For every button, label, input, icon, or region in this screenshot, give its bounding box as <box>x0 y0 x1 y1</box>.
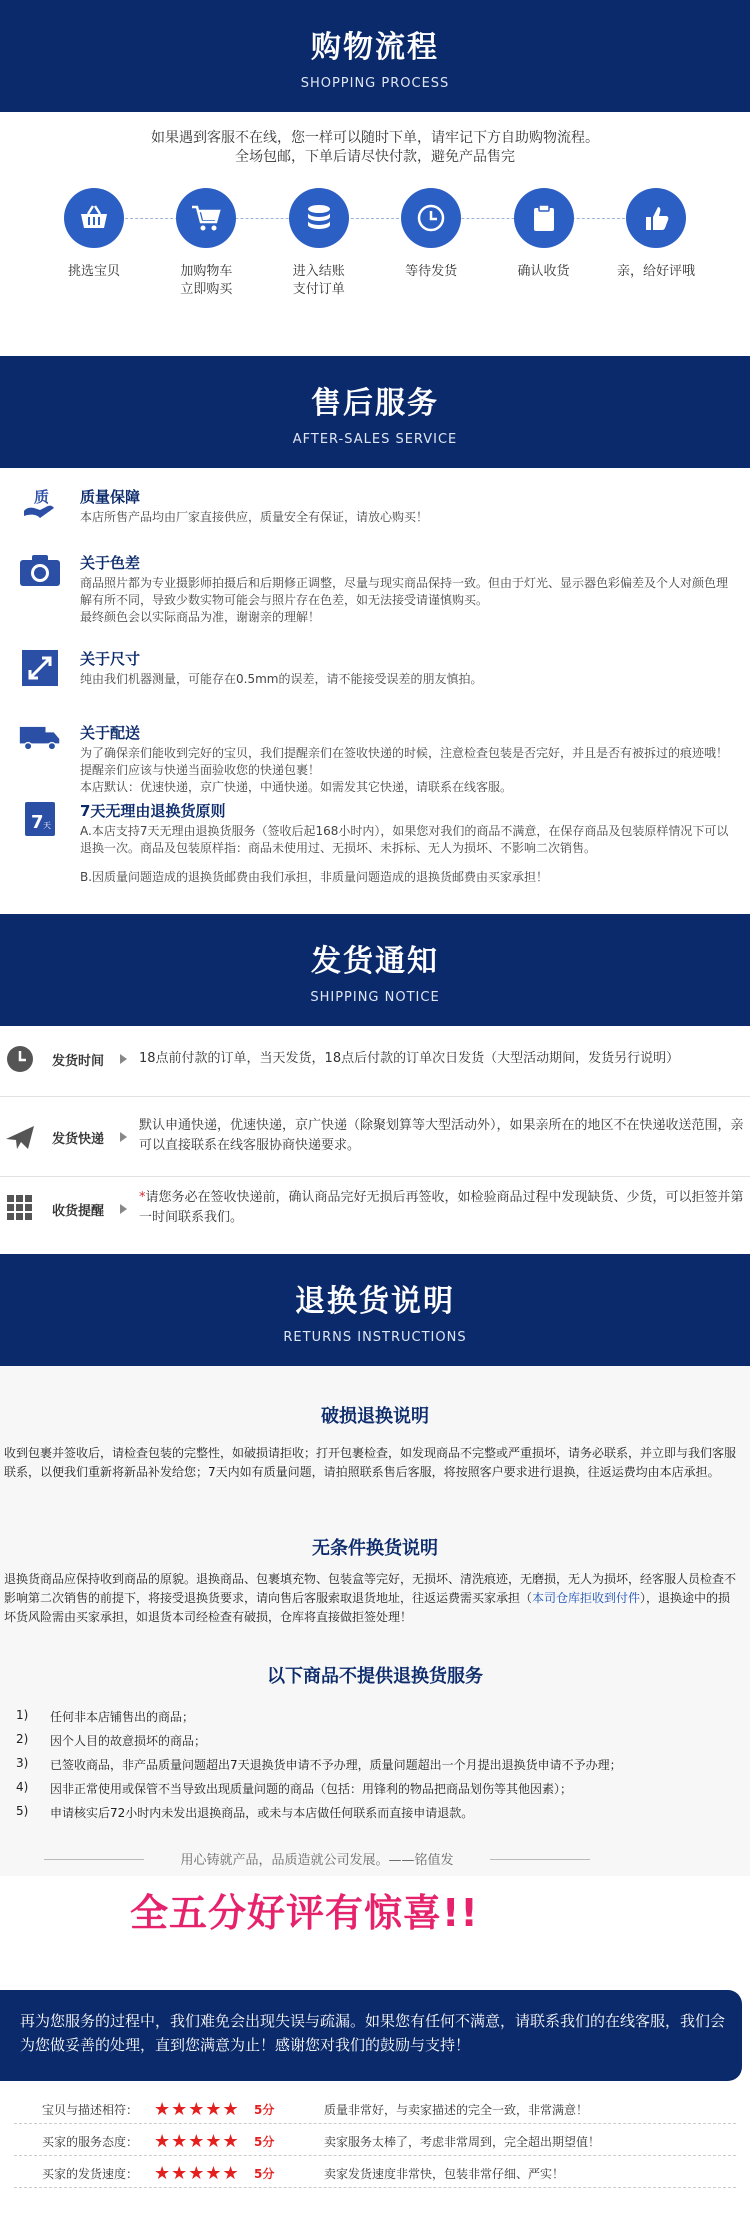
shipping-banner <box>0 914 750 1026</box>
rating-text: 卖家发货速度非常快，包装非常仔细、严实！ <box>324 2167 565 2181</box>
slogan-small: 用心铸就产品，品质造就公司发展。——铭值发 <box>44 1849 590 1869</box>
ship-text-body: 请您务必在签收快递前，确认商品完好无损后再签收，如检验商品过程中发现缺货、少货，可以拒签并第一时间联系我们。 <box>139 1190 744 1225</box>
list-item <box>16 1732 742 1749</box>
after-sales-subtitle: AFTER-SALES SERVICE <box>292 432 458 447</box>
step-pick <box>44 188 144 356</box>
rating-score: 5分 <box>254 2135 275 2149</box>
returns-paragraph-unconditional <box>4 1570 742 1627</box>
list-item <box>16 1804 742 1821</box>
step-confirm <box>494 188 594 356</box>
returns-heading-excluded: 以下商品不提供退换货服务 <box>267 1666 483 1687</box>
after-sales-title: 售后服务 <box>311 386 439 421</box>
ship-label: 收货提醒 <box>52 1204 105 1219</box>
returns-heading-unconditional: 无条件换货说明 <box>312 1538 438 1559</box>
cart-icon <box>176 188 236 248</box>
rating-score: 5分 <box>254 2167 275 2181</box>
as-item-delivery <box>18 722 734 796</box>
rating-label: 买家的发货速度： <box>41 2167 138 2181</box>
shipping-title: 发货通知 <box>311 944 439 979</box>
as-title: 关于尺寸 <box>80 650 141 668</box>
as-item-color <box>18 552 734 626</box>
warehouse-note: 本司仓库拒收到付件 <box>532 1591 641 1605</box>
rating-label: 宝贝与描述相符： <box>41 2103 138 2117</box>
as-text: A.本店支持7天无理由退换货服务（签收后起168小时内），如果您对我们的商品不满意，在保存商品及包装原样情况下可以退换一次。商品及包装原样指：商品未使用过、无损坏、未拆标、无人为损坏、不影响二次销售。 <box>80 824 729 855</box>
rating-row <box>14 2128 736 2156</box>
as-title: 关于色差 <box>80 554 141 572</box>
as-item-quality <box>18 486 734 526</box>
arrow-right-icon <box>120 1054 127 1064</box>
rating-text: 卖家服务太棒了，考虑非常周到，完全超出期望值！ <box>324 2135 601 2149</box>
intro-line-2: 全场包邮，下单后请尽快付款，避免产品售完 <box>235 149 515 165</box>
as-title: 7天无理由退换货原则 <box>80 802 226 820</box>
list-text: 申请核实后72小时内未发出退换商品，或未与本店做任何联系而直接申请退款。 <box>50 1806 474 1820</box>
shopping-title: 购物流程 <box>311 30 439 65</box>
list-item <box>16 1708 742 1725</box>
list-item <box>16 1756 742 1773</box>
ship-label: 发货快递 <box>52 1132 105 1147</box>
svg-text:质: 质 <box>34 488 50 506</box>
star-icon: ★★★★★ <box>154 2099 240 2120</box>
shopping-intro <box>0 112 750 188</box>
svg-text:7: 7 <box>31 812 44 833</box>
step-review <box>606 188 706 356</box>
divider <box>0 1176 750 1177</box>
list-text: 因非正常使用或保管不当导致出现质量问题的商品（包括：用锋利的物品把商品划伤等其他因素）； <box>50 1782 573 1796</box>
ship-row-receive <box>0 1188 750 1228</box>
grid-icon <box>2 1194 38 1222</box>
rating-text: 质量非常好，与卖家描述的完全一致，非常满意！ <box>324 2103 589 2117</box>
list-text: 因个人目的故意损坏的商品； <box>50 1734 207 1748</box>
list-number: 2) <box>16 1732 29 1746</box>
list-text: 任何非本店铺售出的商品； <box>50 1710 195 1724</box>
shopping-banner <box>0 0 750 112</box>
shipping-list <box>0 1026 750 1254</box>
thumb-icon <box>626 188 686 248</box>
returns-subtitle: RETURNS INSTRUCTIONS <box>283 1330 467 1345</box>
p2-part-a: 退换货商品应保持收到商品的原貌。退换商品、包裹填充物、包装盒等完好，无损坏、清洗痕迹，无磨损，无人为损坏，经客服人员检查不影响第二次销售的前提下，将接受退换货要求，请向售后客服索取退货地址，往返运费需买家承担（ <box>4 1572 737 1605</box>
svg-text:天: 天 <box>43 821 51 830</box>
shopping-subtitle: SHOPPING PROCESS <box>300 76 450 91</box>
service-message: 再为您服务的过程中，我们难免会出现失误与疏漏。如果您有任何不满意，请联系我们的在线客服，我们会为您做妥善的处理，直到您满意为止！感谢您对我们的鼓励与支持！ <box>0 1990 742 2081</box>
list-text: 已签收商品，非产品质量问题超出7天退换货申请不予办理，质量问题超出一个月提出退换货申请不予办理； <box>50 1758 622 1772</box>
shipping-subtitle: SHIPPING NOTICE <box>310 990 440 1005</box>
basket-icon <box>64 188 124 248</box>
intro-line-1: 如果遇到客服不在线，您一样可以随时下单，请牢记下方自助购物流程。 <box>151 130 599 146</box>
step-label: 进入结账 支付订单 <box>292 264 345 297</box>
returns-paragraph-damage: 收到包裹并签收后，请检查包装的完整性，如破损请拒收；打开包裹检查，如发现商品不完整或严重损坏，请务必联系，并立即与我们客服联系，以便我们重新将新品补发给您；7天内如有质量问题，请拍照联系售后客服，将按照客户要求进行退换，往返运费均由本店承担。 <box>4 1446 737 1479</box>
divider <box>0 1096 750 1097</box>
after-sales-list <box>0 468 750 914</box>
step-cart <box>156 188 256 356</box>
step-label: 等待发货 <box>405 264 458 279</box>
list-item <box>16 1780 742 1797</box>
resize-icon <box>18 648 62 688</box>
returns-heading-damage: 破损退换说明 <box>321 1406 429 1427</box>
ship-text <box>139 1188 750 1228</box>
as-title: 关于配送 <box>80 724 141 742</box>
returns-title: 退换货说明 <box>295 1284 455 1319</box>
after-sales-banner <box>0 356 750 468</box>
step-label: 挑选宝贝 <box>67 264 120 279</box>
camera-icon <box>18 552 62 592</box>
as-text: 商品照片都为专业摄影师拍摄后和后期修正调整，尽量与现实商品保持一致。但由于灯光、显示器色彩偏差及个人对颜色理解有所不同，导致少数实物可能会与照片存在色差，如无法接受请谨慎购买。 最终颜色会以实际商品为准，谢谢亲的理解！ <box>80 576 729 624</box>
ship-row-time <box>0 1044 750 1074</box>
airplane-icon <box>2 1122 38 1152</box>
quality-icon <box>18 486 62 526</box>
slogan-big: 全五分好评有惊喜!! <box>130 1891 479 1935</box>
as-text: 本店所售产品均由厂家直接供应，质量安全有保证，请放心购买！ <box>80 510 429 524</box>
star-icon: ★★★★★ <box>154 2163 240 2184</box>
ship-text: 18点前付款的订单，当天发货，18点后付款的订单次日发货（大型活动期间，发货另行说明） <box>139 1051 680 1066</box>
as-text: 为了确保亲们能收到完好的宝贝，我们提醒亲们在签收快递的时候，注意检查包装是否完好，并且是否有被拆过的痕迹哦！提醒亲们应该与快递当面验收您的快递包裹！ 本店默认：优速快递，京广快递，中通快递。如需发其它快递，请联系在线客服。 <box>80 746 729 794</box>
seven-days-icon <box>18 800 62 840</box>
step-label: 确认收货 <box>517 264 570 279</box>
step-wait <box>381 188 481 356</box>
process-steps <box>0 188 750 356</box>
as-text-b: B.因质量问题造成的退换货邮费由我们承担，非质量问题造成的退换货邮费由买家承担！ <box>80 870 549 884</box>
asterisk: * <box>139 1190 146 1205</box>
arrow-right-icon <box>120 1204 127 1214</box>
returns-banner <box>0 1254 750 1366</box>
returns-section <box>0 1366 750 1876</box>
ship-label: 发货时间 <box>52 1054 105 1069</box>
step-pay <box>269 188 369 356</box>
clipboard-icon <box>514 188 574 248</box>
ship-row-express <box>0 1116 750 1156</box>
list-number: 1) <box>16 1708 29 1722</box>
clock-icon <box>401 188 461 248</box>
rating-score: 5分 <box>254 2103 275 2117</box>
as-text: 纯由我们机器测量，可能存在0.5mm的误差，请不能接受误差的朋友慎拍。 <box>80 672 483 686</box>
as-item-size <box>18 648 734 688</box>
rating-row <box>14 2160 736 2188</box>
step-label: 加购物车 立即购买 <box>180 264 233 297</box>
list-number: 3) <box>16 1756 29 1770</box>
step-label: 亲，给好评哦 <box>616 264 695 279</box>
star-icon: ★★★★★ <box>154 2131 240 2152</box>
list-number: 4) <box>16 1780 29 1794</box>
truck-icon <box>18 722 62 762</box>
clock-icon <box>2 1044 38 1074</box>
arrow-right-icon <box>120 1132 127 1142</box>
rating-label: 买家的服务态度： <box>41 2135 138 2149</box>
p2-part-b: ），退换途中的损坏货风险需由买家承担，如退货本司经检查有破损，仓库将直接做拒签处理！ <box>4 1591 731 1624</box>
as-item-seven-days <box>18 800 734 886</box>
coins-icon <box>289 188 349 248</box>
ship-text: 默认申通快递，优速快递，京广快递（除聚划算等大型活动外），如果亲所在的地区不在快递收送范围，亲可以直接联系在线客服协商快递要求。 <box>139 1118 744 1153</box>
as-title: 质量保障 <box>80 488 141 506</box>
rating-row <box>14 2096 736 2124</box>
list-number: 5) <box>16 1804 29 1818</box>
